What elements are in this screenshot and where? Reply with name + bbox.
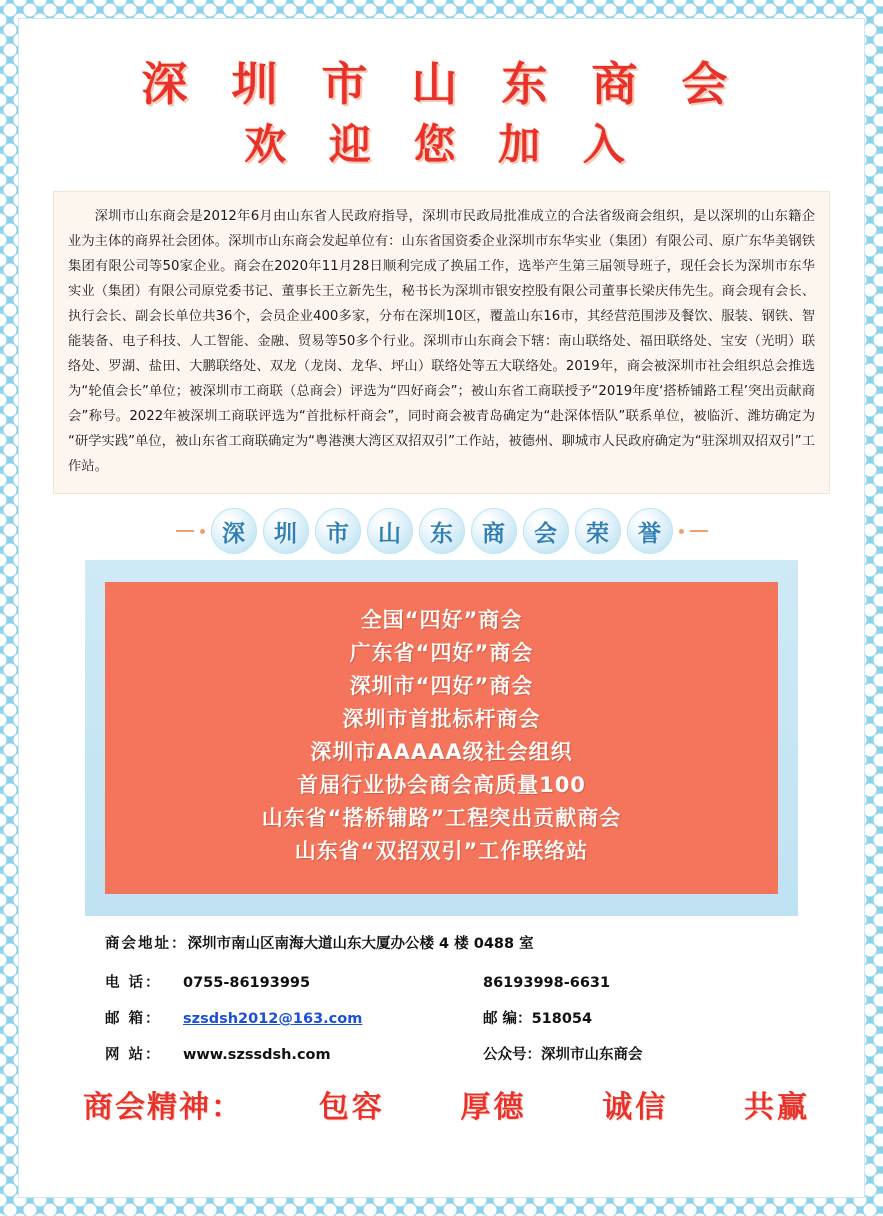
intro-paragraph: 深圳市山东商会是2012年6月由山东省人民政府指导，深圳市民政局批准成立的合法省级商会组织，是以深圳的山东籍企业为主体的商界社会团体。深圳市山东商会发起单位有：山东省国资委企业深圳市东华实业（集团）有限公司、原广东华美钢铁集团有限公司等50家企业。商会在2020年11月28日顺利完成了换届工作，选举产生第三届领导班子，现任会长为深圳市东华实业（集团）有限公司原党委书记、董事长王立新先生，秘书长为深圳市银安控股有限公司董事长梁庆伟先生。商会现有会长、执行会长、副会长单位共36个，会员企业400多家，分布在深圳10区，覆盖山东16市，其经营范围涉及餐饮、服装、钢铁、智能装备、电子科技、人工智能、金融、贸易等50多个行业。深圳市山东商会下辖：南山联络处、福田联络处、宝安（光明）联络处、罗湖、盐田、大鹏联络处、双龙（龙岗、龙华、坪山）联络处等五大联络处。2019年，商会被深圳市社会组织总会推选为“轮值会长”单位；被深圳市工商联（总商会）评选为“四好商会”；被山东省工商联授予“2019年度‘搭桥铺路工程’突出贡献商会”称号。2022年被深圳工商联评选为“首批标杆商会”，同时商会被青岛确定为“赴深体悟队”联系单位，被临沂、潍坊确定为“研学实践”单位，被山东省工商联确定为“粤港澳大湾区双招双引”工作站，被德州、聊城市人民政府确定为“驻深圳双招双引”工作站。 — [68, 209, 815, 474]
honor-item: 深圳市AAAAA级社会组织 — [310, 740, 573, 764]
dash-right-icon — [690, 530, 708, 532]
honor-item: 山东省“双招双引”工作联络站 — [294, 839, 589, 863]
honor-panel — [85, 560, 798, 916]
honor-char-6: 会 — [523, 508, 569, 554]
honor-item: 广东省“四好”商会 — [349, 641, 534, 665]
address-label: 商会地址： — [105, 936, 188, 952]
honor-section — [49, 508, 834, 916]
phone-label: 电 话： — [105, 975, 162, 991]
wechat-wrap — [483, 1043, 778, 1064]
spirit-line — [49, 1082, 834, 1126]
website-value[interactable]: www.szssdsh.com — [183, 1047, 331, 1063]
honor-header — [49, 508, 834, 554]
honor-item: 山东省“搭桥铺路”工程突出贡献商会 — [261, 806, 622, 830]
address-value: 深圳市南山区南海大道山东大厦办公楼 4 楼 0488 室 — [187, 936, 534, 952]
email-link[interactable]: szsdsh2012@163.com — [183, 1011, 363, 1027]
postcode-wrap — [483, 1007, 778, 1028]
honor-char-1: 圳 — [263, 508, 309, 554]
poster-inner-frame — [18, 18, 865, 1198]
honor-char-0: 深 — [211, 508, 257, 554]
page-title-line1: 深 圳 市 山 东 商 会 — [141, 57, 742, 111]
honor-list — [105, 582, 778, 894]
honor-char-3: 山 — [367, 508, 413, 554]
spirit-word-0: 包容 — [318, 1090, 385, 1125]
contact-row-address — [105, 932, 778, 953]
honor-char-7: 荣 — [575, 508, 621, 554]
contact-row-email — [105, 1007, 778, 1028]
honor-char-2: 市 — [315, 508, 361, 554]
dot-left-icon — [200, 529, 205, 534]
intro-box — [53, 191, 830, 494]
dash-left-icon — [176, 530, 194, 532]
poster-content — [49, 33, 834, 1187]
honor-item: 深圳市首批标杆商会 — [342, 707, 541, 731]
spirit-word-2: 诚信 — [602, 1090, 669, 1125]
website-label: 网 站： — [105, 1047, 162, 1063]
phone-value-secondary: 86193998-6631 — [483, 975, 611, 991]
honor-char-5: 商 — [471, 508, 517, 554]
wechat-label: 公众号： — [483, 1047, 541, 1063]
poster-title-block — [49, 33, 834, 173]
honor-item: 全国“四好”商会 — [360, 608, 523, 632]
page-title-line2: 欢 迎 您 加 入 — [244, 120, 639, 169]
contact-row-phone — [105, 971, 778, 992]
phone-value: 0755-86193995 — [183, 975, 311, 991]
honor-char-4: 东 — [419, 508, 465, 554]
honor-item: 首届行业协会商会高质量100 — [297, 773, 586, 797]
honor-item: 深圳市“四好”商会 — [349, 674, 534, 698]
spirit-word-1: 厚德 — [460, 1090, 527, 1125]
wechat-value: 深圳市山东商会 — [541, 1047, 643, 1063]
postcode-label: 邮 编： — [483, 1011, 532, 1027]
spirit-label: 商会精神： — [83, 1090, 243, 1125]
email-value-wrap — [183, 1011, 483, 1027]
spirit-word-3: 共赢 — [744, 1090, 810, 1125]
dot-right-icon — [679, 529, 684, 534]
contact-row-website — [105, 1043, 778, 1064]
honor-char-8: 誉 — [627, 508, 673, 554]
postcode-value: 518054 — [531, 1011, 593, 1027]
email-label: 邮 箱： — [105, 1011, 162, 1027]
contact-block — [105, 932, 778, 1064]
